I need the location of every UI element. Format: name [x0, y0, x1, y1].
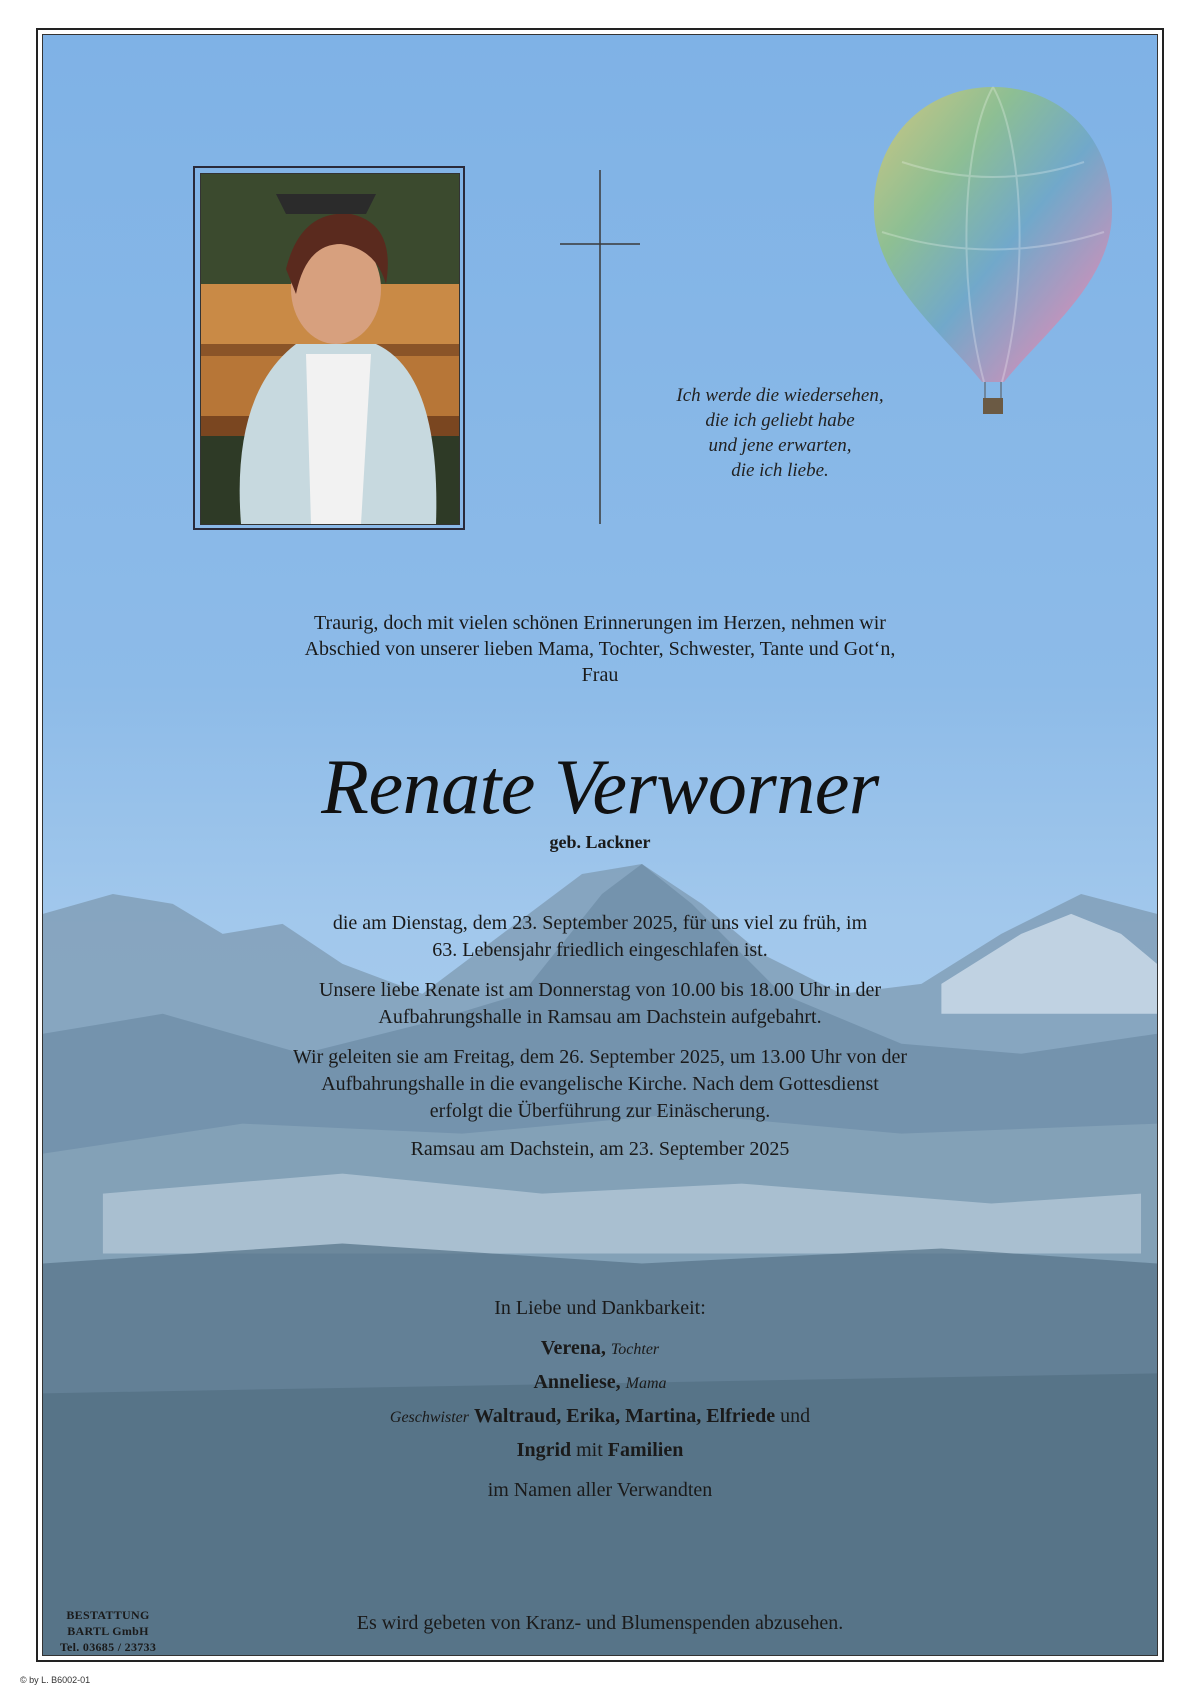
maiden-name: geb. Lackner — [549, 832, 651, 852]
intro-line: Abschied von unserer lieben Mama, Tochter, Schwester, Tante und Got‘n, — [304, 638, 896, 660]
flower-request: Es wird gebeten von Kranz- und Blumenspenden abzusehen. — [356, 1612, 844, 1634]
mourner-last — [200, 1434, 1000, 1466]
paragraph-line: Aufbahrungshalle in die evangelische Kirche. Nach dem Gottesdienst — [321, 1073, 879, 1095]
mourners-list — [200, 1292, 1000, 1506]
hot-air-balloon-icon — [862, 82, 1124, 420]
place-date — [200, 1136, 1000, 1163]
paragraph-line: Ramsau am Dachstein, am 23. September 2025 — [410, 1138, 790, 1160]
mourner-name: Anneliese, — [533, 1371, 621, 1393]
paragraph-line: Unsere liebe Renate ist am Donnerstag von 10.00 bis 18.00 Uhr in der — [318, 979, 882, 1001]
mourner-relation: Mama — [625, 1375, 667, 1392]
funeral-paragraph — [200, 1044, 1000, 1125]
deceased-name: Renate Verworner — [321, 743, 879, 830]
mourner-relation: Geschwister — [389, 1409, 469, 1426]
cross-icon — [560, 170, 640, 524]
mourner-siblings — [200, 1400, 1000, 1434]
undertaker-line: BARTL GmbH — [67, 1624, 149, 1638]
mourner-name: Waltraud, Erika, Martina, Elfriede — [474, 1405, 776, 1427]
undertaker-line: BESTATTUNG — [66, 1608, 150, 1622]
paragraph-line: Aufbahrungshalle in Ramsau am Dachstein aufgebahrt. — [378, 1006, 822, 1028]
copyright-note: © by L. B6002-01 — [20, 1675, 91, 1685]
paragraph-line: 63. Lebensjahr friedlich eingeschlafen ist. — [432, 939, 768, 961]
mourner-families: Familien — [607, 1439, 684, 1461]
undertaker-stamp — [48, 1607, 168, 1655]
mourner-daughter — [200, 1332, 1000, 1366]
undertaker-line: Tel. 03685 / 23733 — [59, 1640, 157, 1654]
mourner-relation: Tochter — [610, 1341, 660, 1358]
mourners-closing: im Namen aller Verwandten — [487, 1479, 713, 1501]
mourner-name: Ingrid — [516, 1439, 572, 1461]
quote-line: die ich liebe. — [731, 460, 829, 481]
mourners-heading: In Liebe und Dankbarkeit: — [494, 1297, 706, 1319]
death-notice-paragraph — [200, 910, 1000, 964]
paragraph-line: die am Dienstag, dem 23. September 2025, für uns viel zu früh, im — [332, 912, 868, 934]
quote-line: die ich geliebt habe — [705, 410, 855, 431]
mourner-conjunction: mit — [576, 1439, 603, 1461]
viewing-paragraph — [200, 977, 1000, 1031]
mourner-name: Verena, — [540, 1337, 606, 1359]
paragraph-line: Wir geleiten sie am Freitag, dem 26. September 2025, um 13.00 Uhr von der — [292, 1046, 908, 1068]
memorial-quote — [640, 383, 920, 483]
paragraph-line: erfolgt die Überführung zur Einäscherung. — [429, 1100, 771, 1122]
mourner-conjunction: und — [780, 1405, 811, 1427]
quote-line: Ich werde die wiedersehen, — [676, 385, 884, 406]
quote-line: und jene erwarten, — [708, 435, 852, 456]
portrait-photo — [200, 173, 460, 525]
intro-line: Frau — [581, 664, 619, 686]
intro-line: Traurig, doch mit vielen schönen Erinnerungen im Herzen, nehmen wir — [314, 612, 886, 634]
mourner-mother — [200, 1366, 1000, 1400]
intro-text — [200, 610, 1000, 688]
